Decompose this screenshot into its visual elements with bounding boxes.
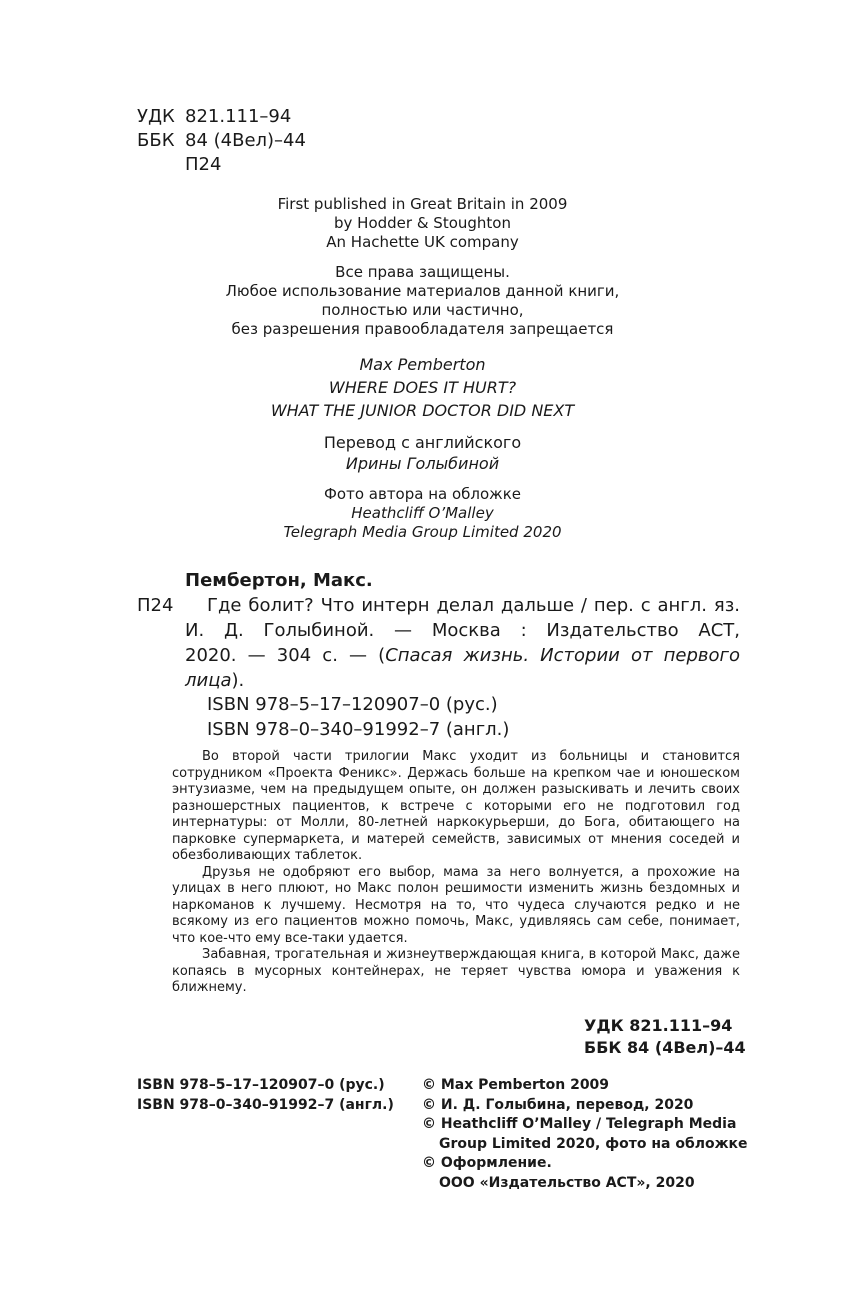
publisher-info	[0, 195, 845, 252]
annotation-paragraph: Друзья не одобряют его выбор, мама за него волнуется, а прохожие на улицах в него плюют, но Макс полон решимости изменить жизнь бездомных и наркоманов к лучшему. Несмотря на то, что чудеса случаются редко и не всякому из его пациентов можно помочь, Макс, удивляясь сам себе, понимает, что кое-что ему все-таки удается.	[172, 864, 740, 946]
biblio-line: лица).	[185, 670, 245, 691]
classification-block	[137, 105, 306, 177]
rights-notice	[0, 263, 845, 339]
annotation	[172, 749, 740, 997]
copyright-line: ООО «Издательство АСТ», 2020	[439, 1174, 695, 1191]
bottom-bbk: ББК 84 (4Вел)–44	[584, 1038, 746, 1057]
annotation-paragraph: Во второй части трилогии Макс уходит из больницы и становится сотрудником «Проекта Феникс». Держась больше на крепком чае и юношеском энтузиазме, чем на предыдущем опыте, он должен разыскивать и лечить своих разношерстных пациентов, к встрече с которыми его не подготовил год интернатуры: от Молли, 80-летней наркокурьерши, до Бога, обитающего на парковке супермаркета, и матерей семейств, зависимых от мнения соседей и обезболивающих таблеток.	[172, 749, 740, 863]
original-title: WHERE DOES IT HURT?	[328, 378, 517, 397]
photo-author: Heathcliff O’Malley	[351, 504, 494, 522]
bottom-classification	[584, 1015, 746, 1059]
translation-label: Перевод с английского	[323, 433, 522, 452]
copyright-line: © Heathcliff O’Malley / Telegraph Media	[422, 1116, 737, 1132]
rights-line: Любое использование материалов данной книги,	[225, 282, 620, 300]
bbk-code: 84 (4Вел)–44	[185, 130, 306, 151]
photo-credit	[0, 485, 845, 542]
copyright-block	[422, 1076, 748, 1193]
copyright-line: © Оформление.	[422, 1155, 552, 1171]
copyright-line: Group Limited 2020, фото на обложке	[439, 1135, 748, 1152]
rights-line: полностью или частично,	[321, 301, 524, 319]
bottom-isbn-line: ISBN 978–0–340–91992–7 (англ.)	[137, 1096, 394, 1113]
isbn-block	[207, 692, 509, 742]
publisher-line: An Hachette UK company	[326, 233, 519, 251]
bottom-isbn	[137, 1076, 394, 1115]
biblio-heading: Пембертон, Макс.	[185, 570, 373, 591]
biblio-sign: П24	[137, 595, 174, 616]
bottom-isbn-line: ISBN 978–5–17–120907–0 (рус.)	[137, 1077, 385, 1093]
translation-block	[0, 432, 845, 474]
copyright-line: © Max Pemberton 2009	[422, 1077, 610, 1093]
rights-line: Все права защищены.	[335, 263, 510, 281]
biblio-description	[185, 593, 740, 693]
translator-name: Ирины Голыбиной	[345, 454, 500, 473]
bbk-line	[137, 129, 306, 153]
biblio-line: И. Д. Голыбиной. — Москва : Издательство АСТ,	[185, 620, 740, 641]
series-title: Спасая жизнь. Истории от первого	[385, 645, 740, 666]
photo-company: Telegraph Media Group Limited 2020	[283, 523, 562, 541]
author-sign: П24	[185, 154, 222, 175]
publisher-line: by Hodder & Stoughton	[334, 214, 511, 232]
original-subtitle: WHAT THE JUNIOR DOCTOR DID NEXT	[270, 401, 575, 420]
original-author: Max Pemberton	[359, 355, 486, 374]
publisher-line: First published in Great Britain in 2009	[277, 195, 568, 213]
udk-label: УДК	[137, 106, 175, 127]
isbn-line: ISBN 978–5–17–120907–0 (рус.)	[207, 694, 498, 715]
udk-line	[137, 105, 306, 129]
udk-code: 821.111–94	[185, 106, 292, 127]
biblio-line: Где болит? Что интерн делал дальше / пер. с англ. яз.	[207, 595, 740, 616]
bbk-label: ББК	[137, 130, 175, 151]
copyright-line: © И. Д. Голыбина, перевод, 2020	[422, 1096, 694, 1113]
author-sign-line	[137, 153, 306, 177]
biblio-line: 2020. — 304 с. — (Спасая жизнь. Истории от первого	[185, 645, 740, 666]
rights-line: без разрешения правообладателя запрещается	[231, 320, 614, 338]
series-title-end: лица	[185, 670, 232, 691]
photo-label: Фото автора на обложке	[324, 485, 521, 503]
original-title-block	[0, 353, 845, 422]
bottom-udk: УДК 821.111–94	[584, 1016, 733, 1035]
isbn-line: ISBN 978–0–340–91992–7 (англ.)	[207, 719, 510, 740]
annotation-paragraph: Забавная, трогательная и жизнеутверждающая книга, в которой Макс, даже копаясь в мусорных контейнерах, не теряет чувства юмора и уважения к ближнему.	[172, 947, 740, 995]
